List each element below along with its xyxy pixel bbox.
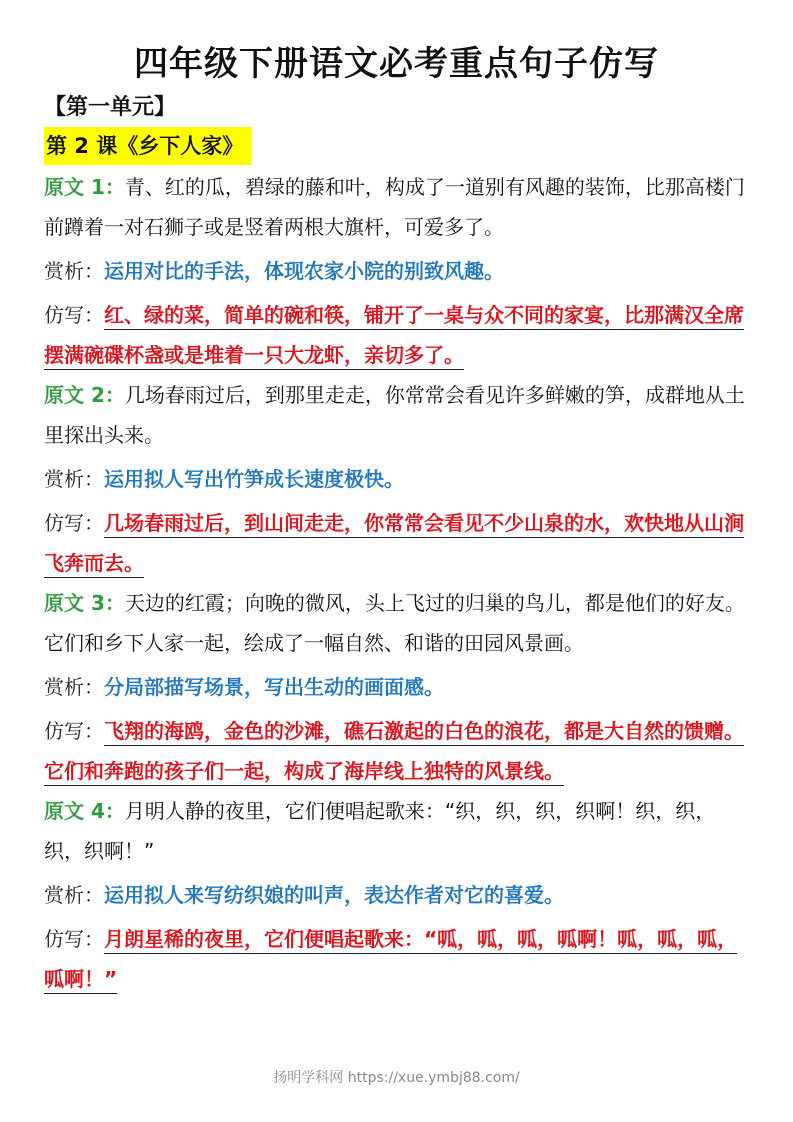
- imitation-text: 月朗星稀的夜里，它们便唱起歌来：“呱，呱，呱，呱啊！呱，呱，呱，呱啊！”: [44, 927, 738, 991]
- footer-source: 扬明学科网 https://xue.ymbj88.com/: [273, 1070, 520, 1086]
- imitation-label: 仿写：: [44, 303, 104, 327]
- analysis-text: 运用拟人来写纺织娘的叫声，表达作者对它的喜爱。: [104, 883, 564, 907]
- imitation-text: 飞翔的海鸥，金色的沙滩，礁石激起的白色的浪花，都是大自然的馈赠。它们和奔跑的孩子们一起，构成了海岸线上独特的风景线。: [44, 719, 744, 783]
- page-title: 四年级下册语文必考重点句子仿写: [134, 44, 659, 84]
- original-paragraph: [44, 791, 754, 871]
- original-label: 原文 2：: [44, 383, 125, 407]
- imitation-label: 仿写：: [44, 927, 104, 951]
- analysis-label: 赏析：: [44, 467, 104, 491]
- sentence-list: [44, 167, 754, 999]
- imitation-label: 仿写：: [44, 719, 104, 743]
- lesson-heading: 第 2 课《乡下人家》: [44, 127, 251, 165]
- analysis-label: 赏析：: [44, 883, 104, 907]
- imitation-paragraph: [44, 711, 754, 791]
- imitation-paragraph: [44, 295, 754, 375]
- original-text: 青、红的瓜，碧绿的藤和叶，构成了一道别有风趣的装饰，比那高楼门前蹲着一对石狮子或是竖着两根大旗杆，可爱多了。: [44, 175, 745, 239]
- analysis-paragraph: [44, 251, 754, 291]
- analysis-paragraph: [44, 459, 754, 499]
- imitation-text: 红、绿的菜，简单的碗和筷，铺开了一桌与众不同的家宴，比那满汉全席摆满碗碟杯盏或是堆着一只大龙虾，亲切多了。: [44, 303, 744, 367]
- original-paragraph: [44, 167, 754, 247]
- unit-heading: 【第一单元】: [44, 95, 177, 120]
- original-text: 天边的红霞；向晚的微风，头上飞过的归巢的鸟儿，都是他们的好友。它们和乡下人家一起，绘成了一幅自然、和谐的田园风景画。: [44, 591, 745, 655]
- original-label: 原文 3：: [44, 591, 125, 615]
- analysis-text: 运用对比的手法，体现农家小院的别致风趣。: [104, 259, 504, 283]
- analysis-text: 分局部描写场景，写出生动的画面感。: [104, 675, 444, 699]
- imitation-paragraph: [44, 503, 754, 583]
- original-paragraph: [44, 583, 754, 663]
- analysis-text: 运用拟人写出竹笋成长速度极快。: [104, 467, 404, 491]
- analysis-paragraph: [44, 667, 754, 707]
- original-text: 几场春雨过后，到那里走走，你常常会看见许多鲜嫩的笋，成群地从土里探出头来。: [44, 383, 745, 447]
- analysis-paragraph: [44, 875, 754, 915]
- original-label: 原文 1：: [44, 175, 125, 199]
- imitation-paragraph: [44, 919, 754, 999]
- analysis-label: 赏析：: [44, 259, 104, 283]
- imitation-label: 仿写：: [44, 511, 104, 535]
- imitation-text: 几场春雨过后，到山间走走，你常常会看见不少山泉的水，欢快地从山涧飞奔而去。: [44, 511, 744, 575]
- analysis-label: 赏析：: [44, 675, 104, 699]
- original-label: 原文 4：: [44, 799, 125, 823]
- original-paragraph: [44, 375, 754, 455]
- original-text: 月明人静的夜里，它们便唱起歌来：“织，织，织，织啊！织，织，织，织啊！”: [44, 799, 716, 863]
